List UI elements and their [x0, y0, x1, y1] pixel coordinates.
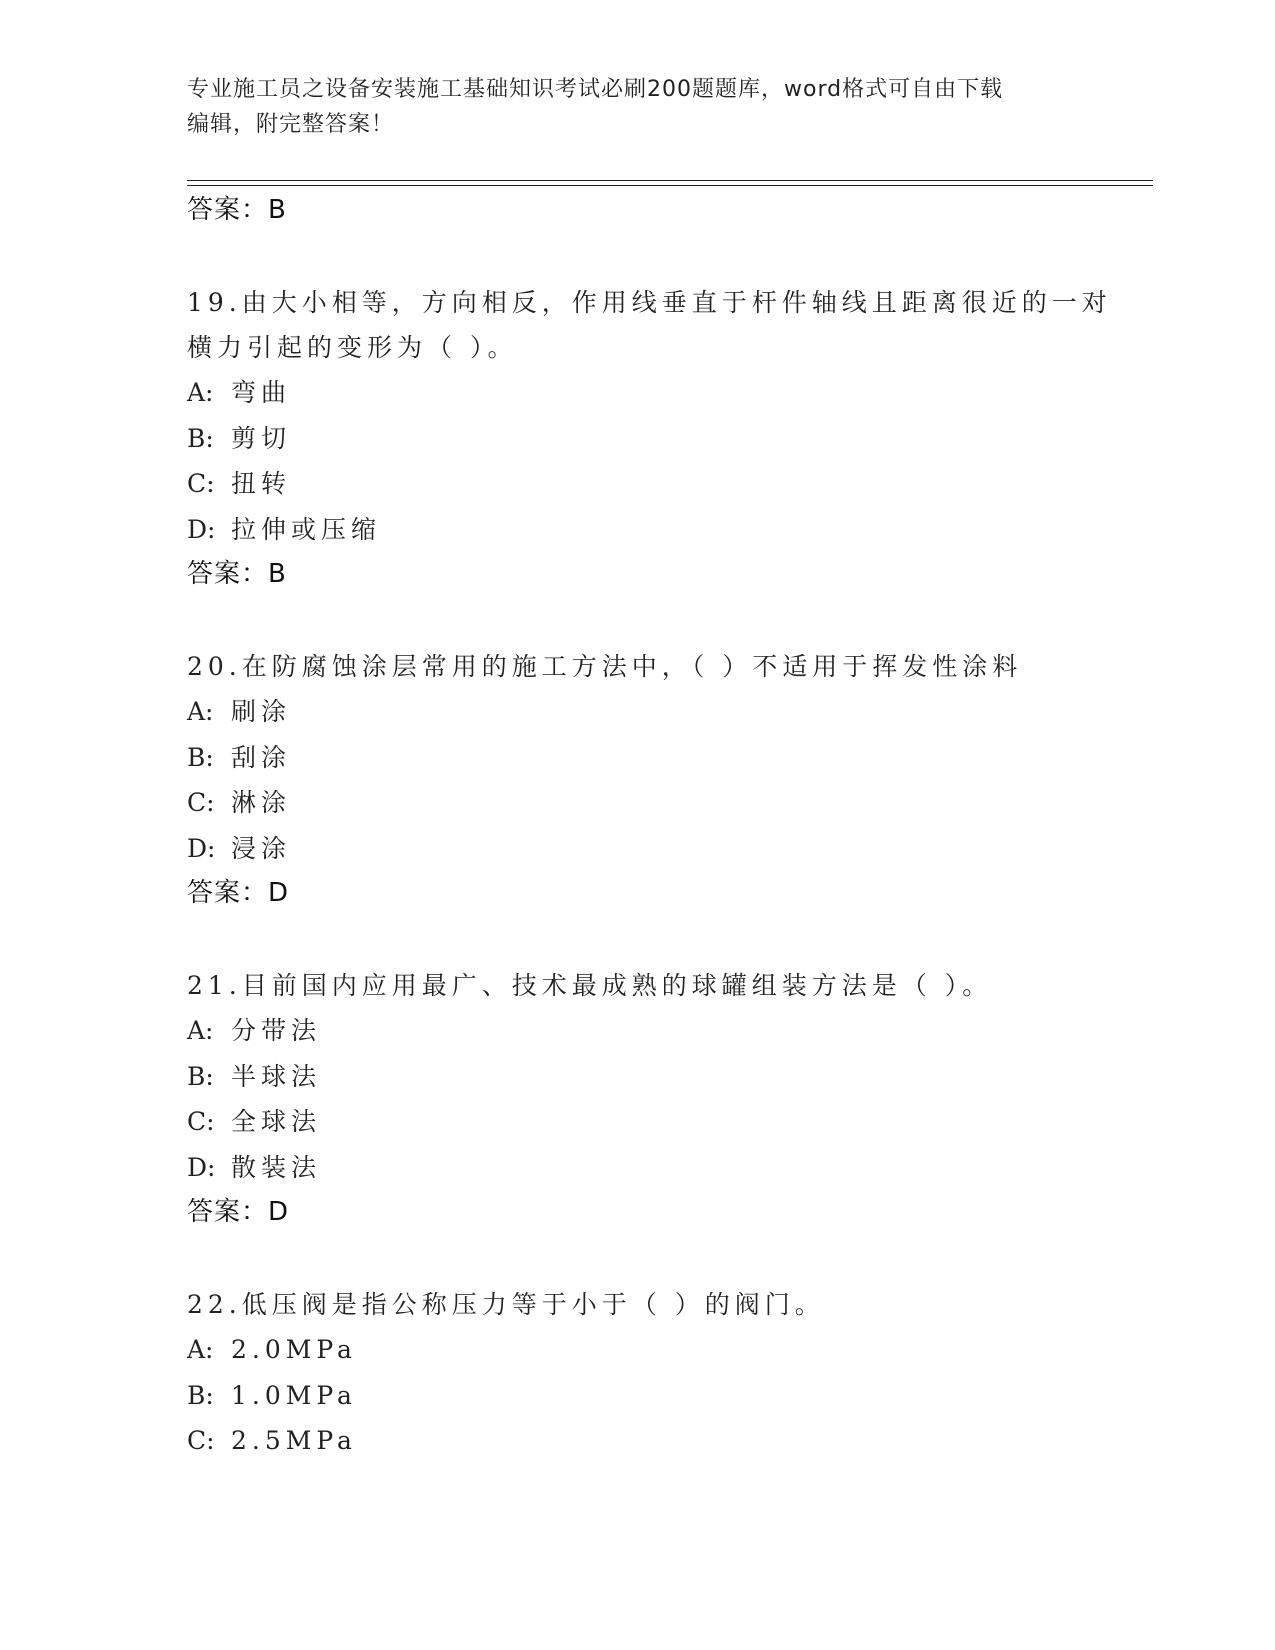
question-20 [187, 644, 1127, 916]
option-text: 浸涂 [231, 833, 292, 863]
option-text: 刮涂 [231, 742, 292, 772]
option-text: 2.0MPa [231, 1335, 357, 1364]
option-b [187, 1054, 1127, 1100]
question-19 [187, 280, 1127, 597]
option-text: 1.0MPa [231, 1380, 357, 1410]
option-text: 分带法 [231, 1016, 322, 1045]
option-b [187, 1373, 1127, 1419]
document-header [187, 72, 1067, 142]
option-key: B: [187, 1061, 214, 1091]
question-22 [187, 1282, 1127, 1464]
header-divider-top [187, 180, 1153, 181]
option-a [187, 1008, 1127, 1054]
option-b [187, 735, 1127, 781]
option-key: B: [187, 1380, 214, 1410]
option-text: 弯曲 [231, 378, 292, 407]
option-a [187, 1327, 1127, 1373]
option-text: 全球法 [231, 1107, 322, 1136]
option-key: D: [187, 1152, 216, 1182]
question-stem-line: 20.在防腐蚀涂层常用的施工方法中，（ ）不适用于挥发性涂料 [187, 652, 1023, 681]
option-key: C: [187, 1107, 215, 1136]
option-text: 扭转 [231, 469, 292, 498]
option-key: D: [187, 833, 216, 863]
answer-line: 答案：B [187, 559, 287, 589]
option-c [187, 780, 1127, 826]
option-text: 淋涂 [231, 788, 292, 817]
header-title-line-2: 编辑，附完整答案！ [187, 112, 395, 137]
option-text: 拉伸或压缩 [231, 514, 382, 544]
option-b [187, 416, 1127, 462]
option-key: D: [187, 514, 216, 544]
question-stem [187, 963, 1127, 1008]
header-divider-bottom [187, 185, 1153, 186]
question-list [187, 188, 1127, 1464]
option-key: B: [187, 742, 214, 772]
question-stem-line: 21.目前国内应用最广、技术最成熟的球罐组装方法是（ ）。 [187, 971, 993, 1000]
option-key: A: [187, 378, 214, 407]
option-c [187, 1418, 1127, 1464]
option-text: 2.5MPa [231, 1426, 357, 1455]
answer-line: 答案：D [187, 878, 290, 908]
option-key: C: [187, 788, 215, 817]
option-c [187, 461, 1127, 507]
option-key: C: [187, 469, 215, 498]
question-stem-line: 19.由大小相等，方向相反，作用线垂直于杆件轴线且距离很近的一对 [187, 288, 1112, 317]
option-text: 半球法 [231, 1061, 322, 1091]
option-key: A: [187, 1016, 214, 1045]
option-text: 散装法 [231, 1152, 322, 1182]
question-stem-line: 横力引起的变形为（ ）。 [187, 333, 518, 362]
option-text: 刷涂 [231, 697, 292, 726]
option-d [187, 507, 1127, 553]
option-c [187, 1099, 1127, 1145]
question-stem [187, 644, 1127, 689]
answer-line: 答案：D [187, 1197, 290, 1227]
option-text: 剪切 [231, 423, 292, 453]
option-a [187, 370, 1127, 416]
option-a [187, 689, 1127, 735]
previous-question-answer: 答案：B [187, 195, 287, 225]
option-key: B: [187, 423, 214, 453]
question-21 [187, 963, 1127, 1235]
option-key: A: [187, 1335, 214, 1364]
option-d [187, 1145, 1127, 1191]
option-key: A: [187, 697, 214, 726]
header-title-line-1: 专业施工员之设备安装施工基础知识考试必刷200题题库，word格式可自由下载 [187, 77, 1004, 102]
question-stem [187, 280, 1127, 370]
option-d [187, 826, 1127, 872]
question-stem [187, 1282, 1127, 1327]
question-stem-line: 22.低压阀是指公称压力等于小于（ ）的阀门。 [187, 1290, 825, 1319]
option-key: C: [187, 1426, 215, 1455]
